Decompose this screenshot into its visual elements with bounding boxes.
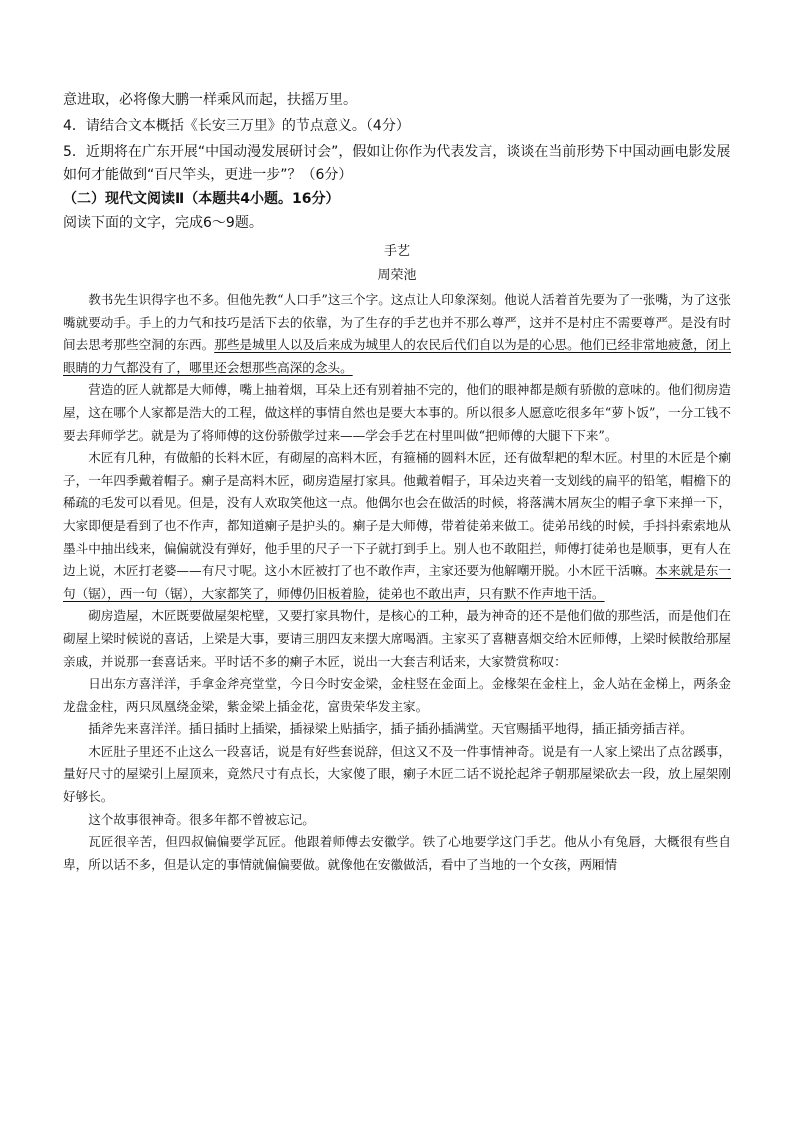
article-paragraph	[63, 447, 731, 605]
paragraph-text: 木匠有几种，有做船的长料木匠，有砌屋的高料木匠，有箍桶的圆料木匠，还有做犁耙的犁木匠。村里的木匠是个瘌子，一年四季戴着帽子。瘌子是高料木匠，砌房造屋打家具。他戴着帽子，耳朵边夹着一支划线的扁平的铅笔，帽檐下的稀疏的毛发可以看见。但是，没有人欢取笑他这一点。他偶尔也会在做活的时候，将落满木屑灰尘的帽子拿下来掸一下，大家即便是看到了也不作声，都知道瘌子是护头的。瘌子是大师傅，带着徒弟来做工。徒弟吊线的时候，手抖抖索索地从墨斗中抽出线来，偏偏就没有弹好，他手里的尺子一下子就打到手上。别人也不敢阻拦，师傅打徒弟也是顺事，更有人在边上说，木匠打老婆——有尺寸呢。这小木匠被打了也不敢作声，主家还要为他解嘲开脱。小木匠干活嘛。	[63, 450, 731, 579]
article-author: 周荣池	[377, 268, 417, 283]
question-4: 4．请结合文本概括《长安三万里》的节点意义。（4分）	[63, 118, 410, 134]
article-paragraph: 插斧先来喜洋洋。插日插时上插梁，插禄梁上贴插字，插子插孙插满堂。天官赐插平地得，插正插旁插吉祥。	[88, 721, 693, 737]
article-title: 手艺	[383, 244, 410, 259]
question-5-line-2: 如何才能做到“百尺竿头，更进一步”？（6分）	[63, 167, 353, 183]
underlined-text: 那些是城里人以及后来成为城里人的农民后代们自以为是的心思。他们已经非常地疲惫，闭上眼睛的力气都没有了，哪里还会想那些高深的念头。	[63, 337, 732, 375]
section-instruction: 阅读下面的文字，完成6～9题。	[63, 215, 263, 231]
section-heading: （二）现代文阅读Ⅱ（本题共4小题。16分）	[63, 191, 340, 207]
question-3-tail: 意进取，必将像大鹏一样乘风而起，扶摇万里。	[63, 92, 357, 108]
article-paragraph: 日出东方喜洋洋，手拿金斧亮堂堂，今日今时安金梁，金柱竖在金面上。金椽架在金柱上，金人站在金梯上，两条金龙盘金柱，两只凤凰绕金梁，紫金梁上插金花，富贵荣华发主家。	[63, 676, 731, 714]
paragraph-text: 教书先生识得字也不多。但他先教“人口手”这三个字。这点让人印象深刻。他说人活着首先要为了一张嘴，为了这张嘴就要动手。手上的力气和技巧是活下去的依靠，为了生存的手艺也并不那么尊严，这并不是村庄不需要尊严。是没有时间去思考那些空洞的东西。	[63, 292, 731, 353]
article-paragraph: 这个故事很神奇。很多年都不曾被忘记。	[88, 811, 315, 827]
article-paragraph: 瓦匠很辛苦，但四叔偏偏要学瓦匠。他跟着师傅去安徽学。铁了心地要学这门手艺。他从小有兔唇，大概很有些自卑，所以话不多，但是认定的事情就偏偏要做。就像他在安徽做活，看中了当地的一个女孩，两厢情	[63, 834, 731, 872]
article-body	[63, 289, 731, 876]
question-5-line-1: 5．近期将在广东开展“中国动漫发展研讨会”，假如让你作为代表发言，谈谈在当前形势下中国动画电影发展	[63, 144, 731, 160]
article-paragraph: 砌房造屋，木匠既要做屋架柁壁，又要打家具物什，是核心的工种，最为神奇的还不是他们做的那些活，而是他们在砌屋上梁时候说的喜话，上梁是大事，要请三朋四友来摆大席喝酒。主家买了喜糖喜烟交给木匠师傅，上梁时候散给那屋亲戚，并说那一套喜话来。平时话不多的瘌子木匠，说出一大套吉利话来，大家赞赏称叹：	[63, 608, 731, 669]
article-paragraph: 木匠肚子里还不止这么一段喜话，说是有好些套说辞，但这又不及一件事情神奇。说是有一人家上梁出了点岔蹊事，量好尺寸的屋梁引上屋顶来，竟然尺寸有点长，大家傻了眼，瘌子木匠二话不说抡起斧子朝那屋梁砍去一段，放上屋架刚好够长。	[63, 743, 731, 805]
article-paragraph	[63, 289, 731, 379]
article-paragraph: 营造的匠人就都是大师傅，嘴上抽着烟，耳朵上还有别着抽不完的，他们的眼神都是颇有骄傲的意味的。他们彻房造屋，这在哪个人家都是浩大的工程，做这样的事情自然也是要大本事的。所以很多人愿意吃很多年“萝卜饭”，一分工钱不要去拜师学艺。就是为了将师傅的这份骄傲学过来——学会手艺在村里叫做“把师傅的大腿下下来”。	[63, 382, 731, 443]
underlined-text: 本来就是东一句（锯），西一句（锯），大家都笑了，师傅仍旧板着脸，徒弟也不敢出声，只有默不作声地干活。	[63, 563, 732, 601]
